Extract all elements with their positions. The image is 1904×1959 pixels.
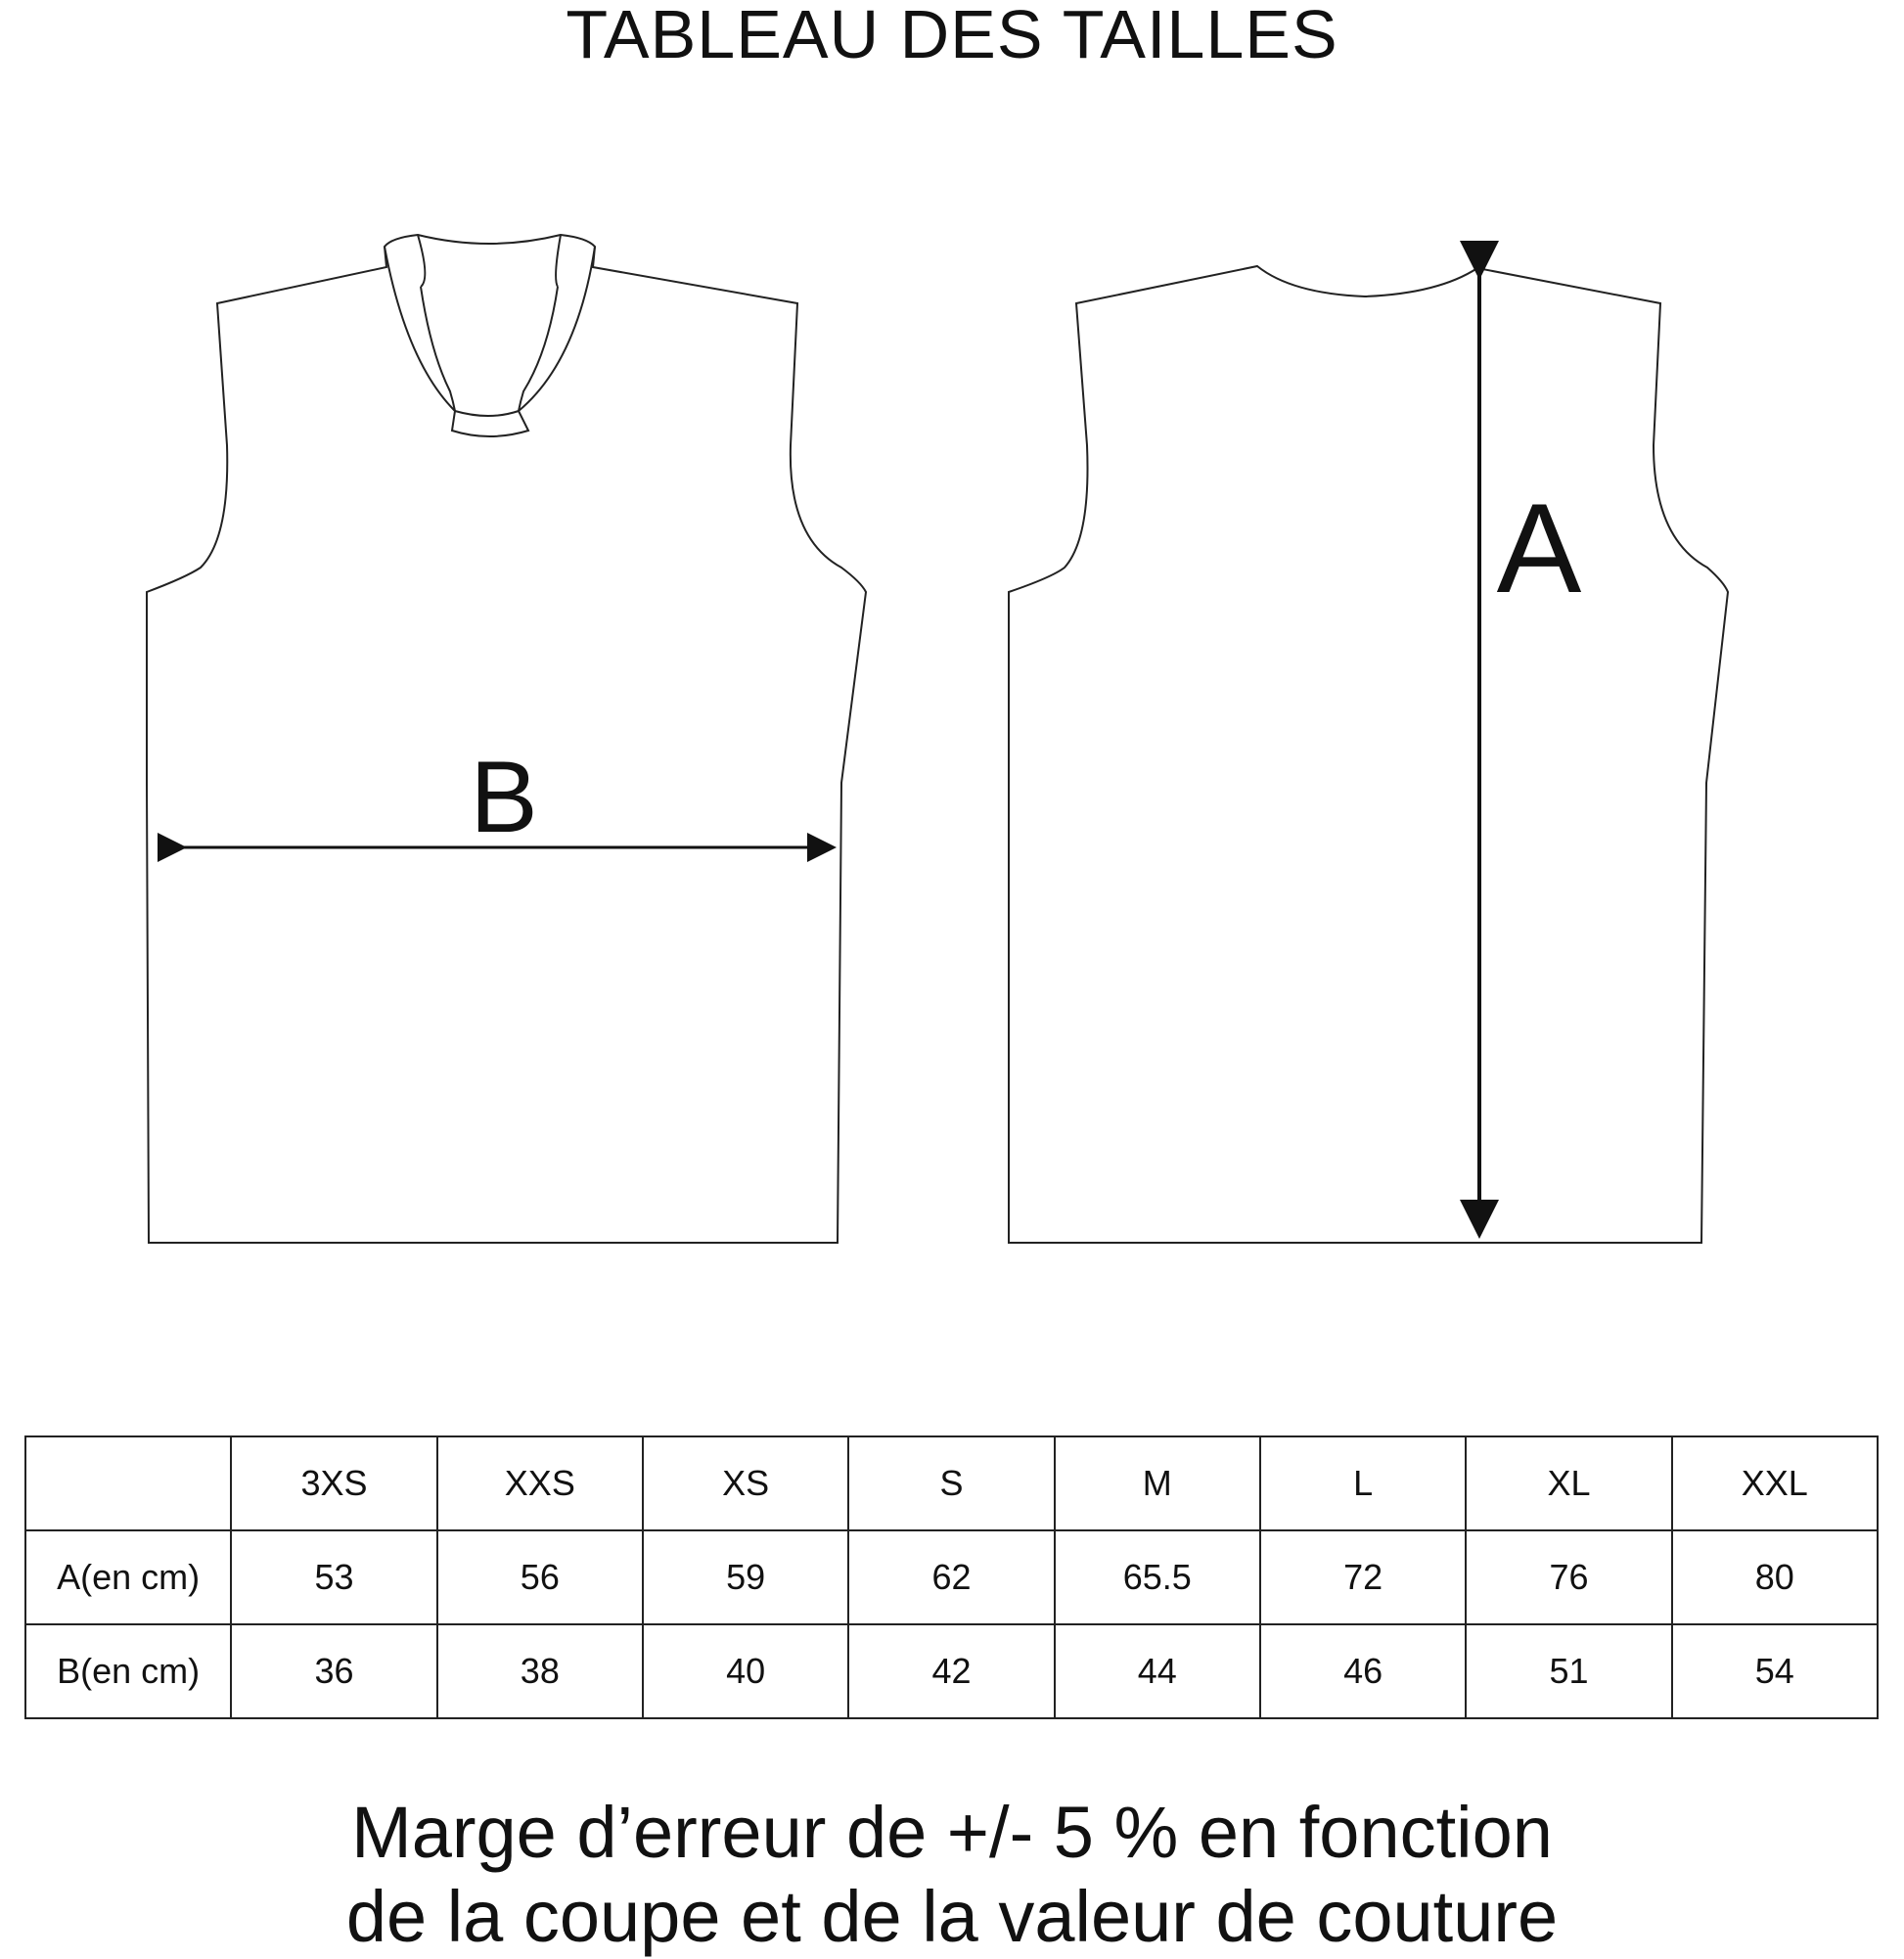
table-cell: 40: [643, 1624, 848, 1718]
table-cell: 36: [231, 1624, 436, 1718]
table-cell: 76: [1466, 1530, 1671, 1624]
header-cell-size: XXL: [1672, 1436, 1878, 1530]
header-cell-size: XS: [643, 1436, 848, 1530]
row-label: B(en cm): [25, 1624, 231, 1718]
table-row: [25, 1624, 1878, 1718]
header-cell-size: XL: [1466, 1436, 1671, 1530]
dimension-a-label: A: [1496, 477, 1582, 619]
error-margin-note: [0, 1791, 1904, 1959]
header-cell-size: 3XS: [231, 1436, 436, 1530]
header-cell-empty: [25, 1436, 231, 1530]
table-cell: 51: [1466, 1624, 1671, 1718]
note-line-1: Marge d’erreur de +/- 5 % en fonction: [351, 1792, 1553, 1873]
header-cell-size: M: [1055, 1436, 1260, 1530]
back-view: [1009, 266, 1728, 1243]
header-cell-size: L: [1260, 1436, 1466, 1530]
front-neck-inner: [421, 287, 455, 411]
front-neck-curve-right: [556, 235, 561, 287]
row-label: A(en cm): [25, 1530, 231, 1624]
back-outline: [1009, 266, 1728, 1243]
table-cell: 62: [848, 1530, 1054, 1624]
table-cell: 72: [1260, 1530, 1466, 1624]
size-table: [24, 1435, 1879, 1719]
front-neck-curve: [418, 235, 425, 287]
front-view: [147, 235, 866, 1243]
table-cell: 42: [848, 1624, 1054, 1718]
note-line-2: de la coupe et de la valeur de couture: [345, 1876, 1559, 1957]
front-neck-band-inner: [455, 411, 519, 416]
dimension-b-label: B: [470, 741, 538, 854]
table-cell: 46: [1260, 1624, 1466, 1718]
front-neck-band-outer: [385, 247, 595, 436]
page-title: TABLEAU DES TAILLES: [566, 0, 1338, 72]
table-cell: 80: [1672, 1530, 1878, 1624]
table-cell: 56: [437, 1530, 643, 1624]
size-header-row: [25, 1436, 1878, 1530]
table-row: [25, 1530, 1878, 1624]
table-cell: 53: [231, 1530, 436, 1624]
front-outline: [147, 235, 866, 1243]
header-cell-size: XXS: [437, 1436, 643, 1530]
table-cell: 38: [437, 1624, 643, 1718]
table-cell: 54: [1672, 1624, 1878, 1718]
table-cell: 65.5: [1055, 1530, 1260, 1624]
header-cell-size: S: [848, 1436, 1054, 1530]
table-cell: 44: [1055, 1624, 1260, 1718]
table-cell: 59: [643, 1530, 848, 1624]
